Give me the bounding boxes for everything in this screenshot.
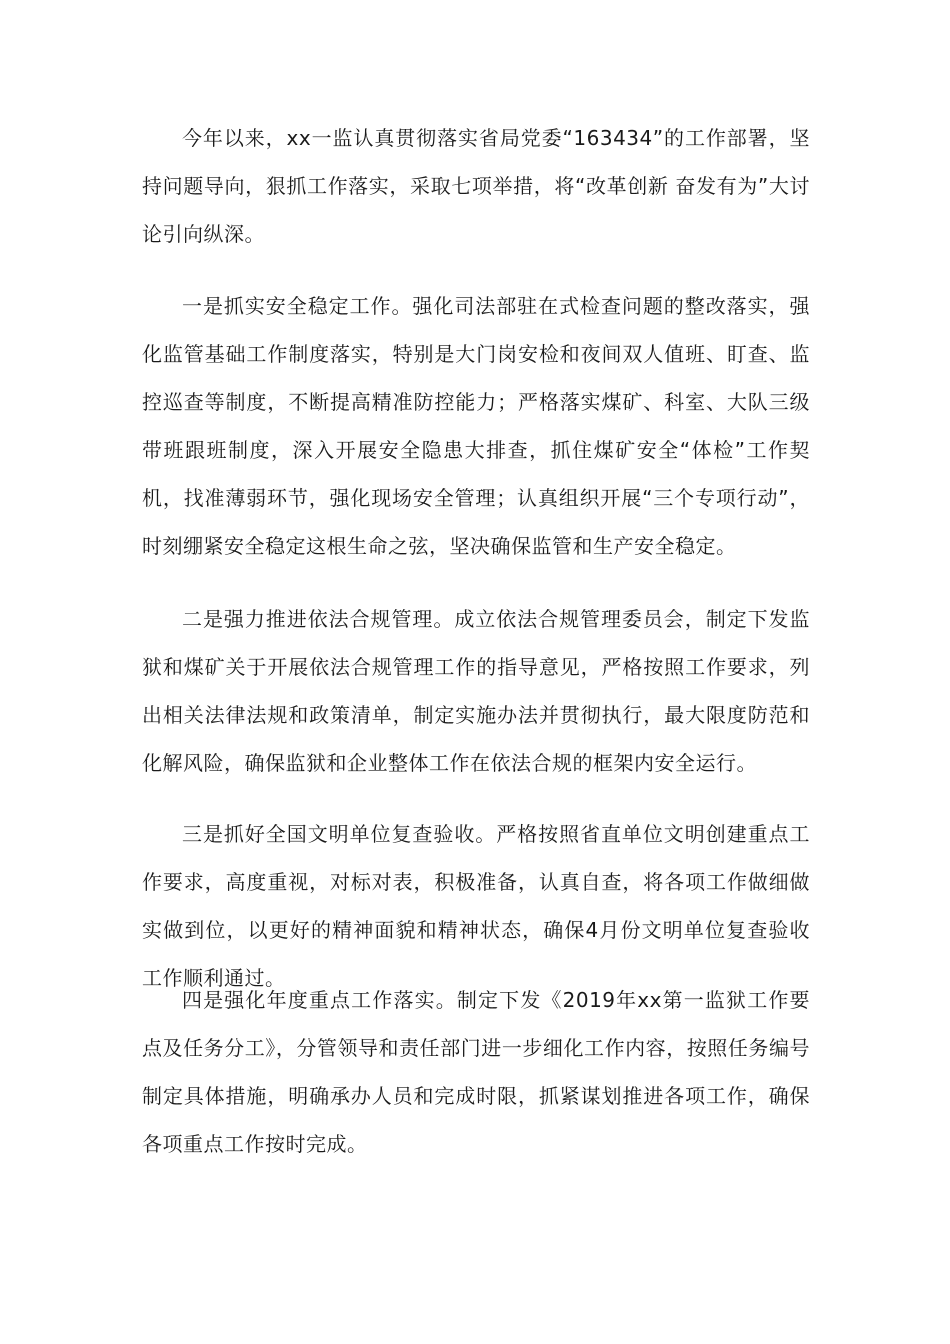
paragraph-civilized-unit: 三是抓好全国文明单位复查验收。严格按照省直单位文明创建重点工作要求，高度重视，对标对表，积极准备，认真自查，将各项工作做细做实做到位，以更好的精神面貌和精神状态，确保4月份文明单位复查验收工作顺利通过。 (142, 822, 810, 990)
paragraph-annual-key-work: 四是强化年度重点工作落实。制定下发《2019年xx第一监狱工作要点及任务分工》，分管领导和责任部门进一步细化工作内容，按照任务编号制定具体措施，明确承办人员和完成时限，抓紧谋划推进各项工作，确保各项重点工作按时完成。 (142, 988, 810, 1156)
paragraph-intro: 今年以来，xx一监认真贯彻落实省局党委“163434”的工作部署，坚持问题导向，狠抓工作落实，采取七项举措，将“改革创新 奋发有为”大讨论引向纵深。 (142, 126, 810, 246)
paragraph-safety-stability: 一是抓实安全稳定工作。强化司法部驻在式检查问题的整改落实，强化监管基础工作制度落实，特别是大门岗安检和夜间双人值班、盯查、监控巡查等制度，不断提高精准防控能力；严格落实煤矿、科室、大队三级带班跟班制度，深入开展安全隐患大排查，抓住煤矿安全“体检”工作契机，找准薄弱环节，强化现场安全管理；认真组织开展“三个专项行动”，时刻绷紧安全稳定这根生命之弦，坚决确保监管和生产安全稳定。 (142, 294, 810, 558)
paragraph-legal-compliance: 二是强力推进依法合规管理。成立依法合规管理委员会，制定下发监狱和煤矿关于开展依法合规管理工作的指导意见，严格按照工作要求，列出相关法律法规和政策清单，制定实施办法并贯彻执行，最大限度防范和化解风险，确保监狱和企业整体工作在依法合规的框架内安全运行。 (142, 607, 810, 775)
